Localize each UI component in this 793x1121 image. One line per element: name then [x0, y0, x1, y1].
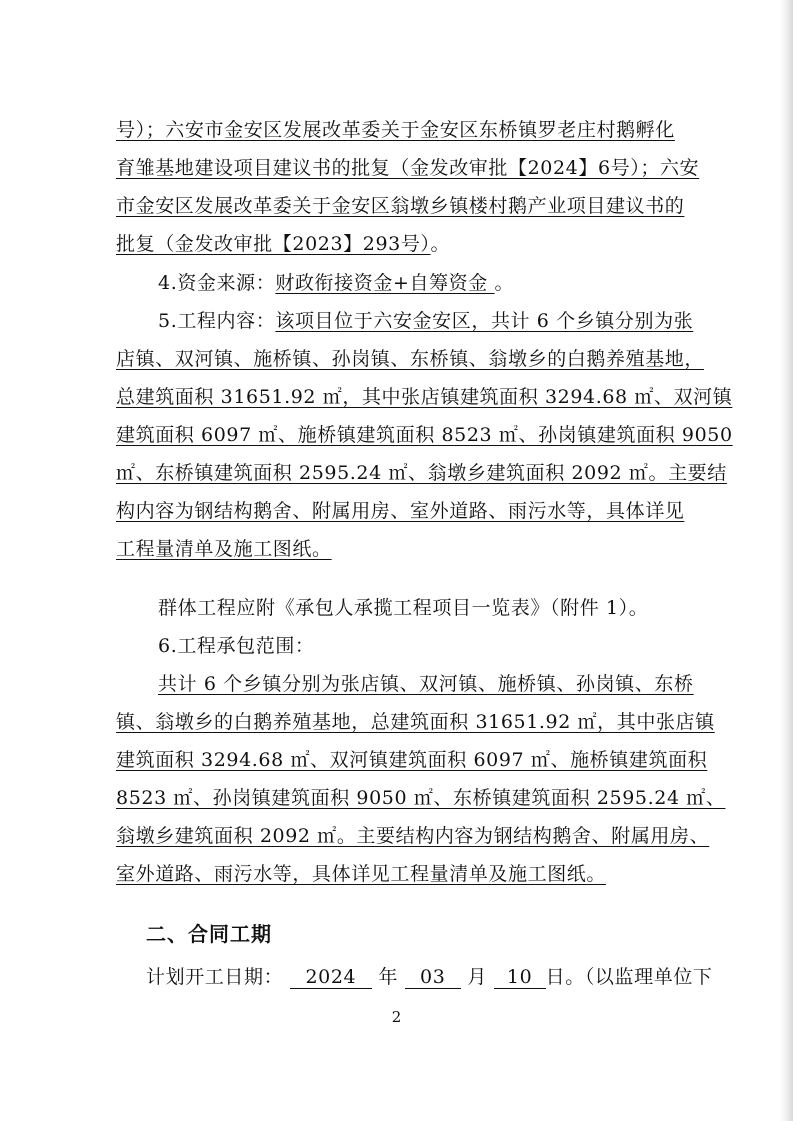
- content-text: 该项目位于六安金安区，共计 6 个乡镇分别为张: [275, 310, 694, 332]
- day-label: 日。（以监理单位下: [545, 966, 713, 988]
- text-line: 建筑面积 6097 ㎡、施桥镇建筑面积 8523 ㎡、孙岗镇建筑面积 9050: [116, 424, 733, 446]
- start-month-field: 03: [405, 966, 461, 989]
- start-date-line: [146, 965, 713, 989]
- funding-value: 财政衔接资金+自筹资金: [275, 272, 495, 294]
- scope-label: 6.工程承包范围：: [158, 635, 315, 657]
- text-line: 镇、翁墩乡的白鹅养殖基地，总建筑面积 31651.92 ㎡，其中张店镇: [116, 711, 715, 733]
- funding-line: [158, 271, 514, 295]
- funding-end: 。: [494, 272, 515, 294]
- content-line: [158, 309, 693, 333]
- line-end: 。: [430, 233, 451, 255]
- text-line: 育雏基地建设项目建议书的批复（金发改审批【2024】6号）；六安: [116, 157, 700, 179]
- text-line: 室外道路、雨污水等，具体详见工程量清单及施工图纸。: [116, 863, 607, 885]
- start-date-label: 计划开工日期：: [146, 966, 284, 988]
- page-number: 2: [391, 1008, 402, 1026]
- year-label: 年: [378, 966, 399, 988]
- start-day-field: 10: [494, 966, 546, 989]
- text-line: 建筑面积 3294.68 ㎡、双河镇建筑面积 6097 ㎡、施桥镇建筑面积: [116, 749, 708, 771]
- text-line: 共计 6 个乡镇分别为张店镇、双河镇、施桥镇、孙岗镇、东桥: [158, 673, 694, 695]
- month-label: 月: [467, 966, 487, 988]
- text-line: 市金安区发展改革委关于金安区翁墩乡镇楼村鹅产业项目建议书的: [116, 195, 685, 217]
- group-note: 群体工程应附《承包人承揽工程项目一览表》（附件 1）。: [158, 597, 649, 619]
- text-line: 号）；六安市金安区发展改革委关于金安区东桥镇罗老庄村鹅孵化: [116, 119, 675, 141]
- scan-edge-shadow: [779, 0, 793, 1121]
- content-label: 5.工程内容：: [158, 310, 276, 332]
- text-line: 构内容为钢结构鹅舍、附属用房、室外道路、雨污水等，具体详见: [116, 500, 685, 522]
- text-line: 店镇、双河镇、施桥镇、孙岗镇、东桥镇、翁墩乡的白鹅养殖基地，: [116, 348, 705, 370]
- approval-text: 批复（金发改审批【2023】293号）: [116, 233, 431, 255]
- text-line: ㎡、东桥镇建筑面积 2595.24 ㎡、翁墩乡建筑面积 2092 ㎡。主要结: [116, 462, 727, 484]
- text-line: [116, 232, 450, 256]
- start-year-field: 2024: [290, 966, 372, 989]
- text-line: 翁墩乡建筑面积 2092 ㎡。主要结构内容为钢结构鹅舍、附属用房、: [116, 825, 710, 847]
- text-line: 总建筑面积 31651.92 ㎡，其中张店镇建筑面积 3294.68 ㎡、双河镇: [116, 386, 733, 408]
- text-line: 工程量清单及施工图纸。: [116, 538, 332, 560]
- text-line: 8523 ㎡、孙岗镇建筑面积 9050 ㎡、东桥镇建筑面积 2595.24 ㎡、: [116, 787, 726, 809]
- funding-label: 4.资金来源：: [158, 272, 276, 294]
- section-heading: 二、合同工期: [146, 922, 272, 946]
